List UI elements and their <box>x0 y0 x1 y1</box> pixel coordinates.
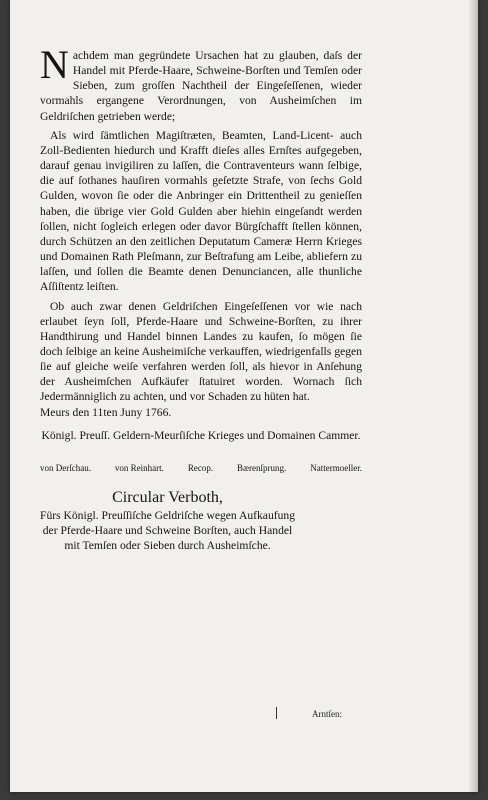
document-page <box>10 0 478 792</box>
ordinance-paragraph-1: Nachdem man gegründete Ursachen hat zu glauben, daſs der Handel mit Pferde-Haare, Schweine-Borſten und Temſen oder Sieben, zum groſſen Nachtheil der Eingeſeſſenen, wieder vormahls ergangene Verordnungen, von Ausheimſchen im Geldriſchen getrieben werde; <box>40 42 362 123</box>
signature-4: Bærenſprung. <box>237 462 287 473</box>
place-date: Meurs den 11ten Juny 1766. <box>40 405 172 419</box>
margin-mark <box>276 707 277 719</box>
archive-note: Arntſen: <box>312 709 342 719</box>
issuing-authority: Königl. Preuſſ. Geldern-Meurſiſche Krieges und Domainen Cammer. <box>41 428 361 442</box>
title-block <box>40 488 295 553</box>
document-title: Circular Verboth, <box>112 489 223 507</box>
signature-2: von Reinhart. <box>114 462 164 473</box>
signature-3: Recop. <box>187 462 214 473</box>
document-subtitle: Fürs Königl. Preuſſiſche Geldriſche wegen Aufkaufung der Pferde-Haare und Schweine Borſten, auch Handel mit Temſen oder Sieben durch Ausheimſche. <box>40 509 296 553</box>
ordinance-paragraph-2: Als wird ſämtlichen Magiſtræten, Beamten, Land-Licent- auch Zoll-Bedienten hiedurch und Krafft dieſes alles Ernſtes aufgegeben, darauf genau invigiliren zu laſſen, die Contraventeurs wann ſelbige, die auf ſothanes hauſiren vormahls geſetzte Strafe, von ſechs Gold Gulden, wovon ſie oder die Anbringer ein Drittentheil zu genieſſen haben, die übrige vier Gold Gulden aber hiehin eingeſandt werden ſollen, nicht ſogleich erlegen oder davor Bürgſchafft ſtellen können, durch Schützen an den zeitlichen Deputatum Cameræ Herrn Krieges und Domainen Rath Pleſmann, zur Beſtrafung am Leibe, abliefern zu laſſen, und ſollen die Beamte denen Denunciancen, alle thunliche Aſſiſtentz leiſten. <box>40 128 362 294</box>
signature-line <box>40 461 362 476</box>
ordinance-paragraph-3: Ob auch zwar denen Geldriſchen Eingeſeſſenen vor wie nach erlaubet ſeyn ſoll, Pferde-Haare und Schweine-Borſten, zu ihrer Handthirung und Handel binnen Landes zu kaufen, ſo mögen ſie doch ſelbige an keine Ausheimiſche verkauffen, wiedrigenfalls gegen ſie auf gleiche weiſe verfahren werden ſoll, als hievor in Anſehung der Ausheimſchen Aufkäufer ſtatuiret worden. Wornach ſich Jedermänniglich zu achten, und vor Schaden zu hüten hat. <box>40 299 362 404</box>
signature-1: von Derſchau. <box>40 462 91 473</box>
signature-5: Nattermoeller. <box>310 462 362 473</box>
document-body <box>40 42 362 553</box>
